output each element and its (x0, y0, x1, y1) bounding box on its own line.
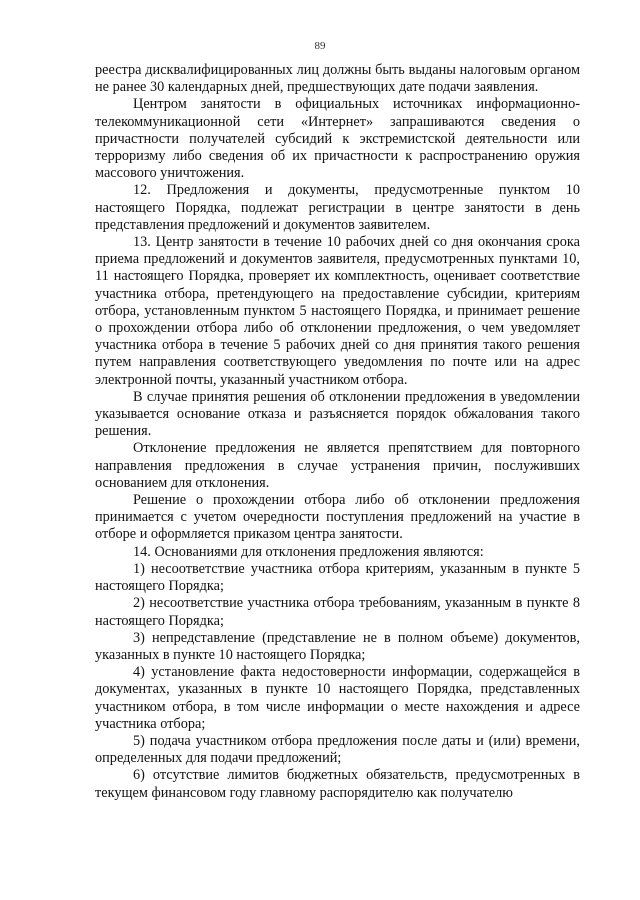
paragraph-item-12: 12. Предложения и документы, предусмотренные пунктом 10 настоящего Порядка, подлежат регистрации в центре занятости в день представления предложений и документов заявителем. (95, 182, 580, 233)
list-item-2: 2) несоответствие участника отбора требованиям, указанным в пункте 8 настоящего Порядка; (95, 595, 580, 629)
paragraph-rejection-notice: В случае принятия решения об отклонении предложения в уведомлении указывается основание отказа и разъясняется порядок обжалования такого решения. (95, 388, 580, 440)
list-item-1: 1) несоответствие участника отбора критериям, указанным в пункте 5 настоящего Порядка; (95, 560, 580, 595)
list-item-5: 5) подача участником отбора предложения после даты и (или) времени, определенных для подачи предложений; (95, 732, 580, 767)
paragraph-decision-order: Решение о прохождении отбора либо об отклонении предложения принимается с учетом очередности поступления предложений на участие в отборе и оформляется приказом центра занятости. (95, 492, 580, 543)
paragraph-internet-check: Центром занятости в официальных источниках информационно-телекоммуникационной сети «Интернет» запрашиваются сведения о причастности получателей субсидий к экстремистской деятельности или терроризму либо сведения об их причастности к распространению оружия массового уничтожения. (95, 96, 580, 182)
list-item-6: 6) отсутствие лимитов бюджетных обязательств, предусмотренных в текущем финансовом году главному распорядителю как получателю (95, 767, 580, 801)
page-number: 89 (314, 40, 326, 52)
paragraph-item-13: 13. Центр занятости в течение 10 рабочих дней со дня окончания срока приема предложений и документов заявителя, предусмотренных пунктами 10, 11 настоящего Порядка, проверяет их комплектность, оценивает соответствие участника отбора, претендующего на предоставление субсидии, критериям отбора, установленным пунктом 5 настоящего Порядка, и принимает решение о прохождении отбора либо об отклонении предложения, о чем уведомляет участника отбора в течение 5 рабочих дней со дня принятия такого решения путем направления соответствующего уведомления по почте или на адрес электронной почты, указанный участником отбора. (95, 234, 580, 388)
list-item-3: 3) непредставление (представление не в полном объеме) документов, указанных в пункте 10 настоящего Порядка; (95, 629, 580, 663)
paragraph-item-14: 14. Основаниями для отклонения предложения являются: (133, 543, 484, 560)
document-body (95, 62, 580, 802)
list-item-4: 4) установление факта недостоверности информации, содержащейся в документах, указанных в пункте 10 настоящего Порядка, представленных участником отбора, в том числе информации о месте нахождения и адресе участника отбора; (95, 664, 580, 732)
paragraph-resubmission: Отклонение предложения не является препятствием для повторного направления предложения в случае устранения причин, послуживших основанием для отклонения. (95, 440, 580, 491)
paragraph-continuation: реестра дисквалифицированных лиц должны быть выданы налоговым органом не ранее 30 календарных дней, предшествующих дате подачи заявления. (95, 62, 580, 96)
